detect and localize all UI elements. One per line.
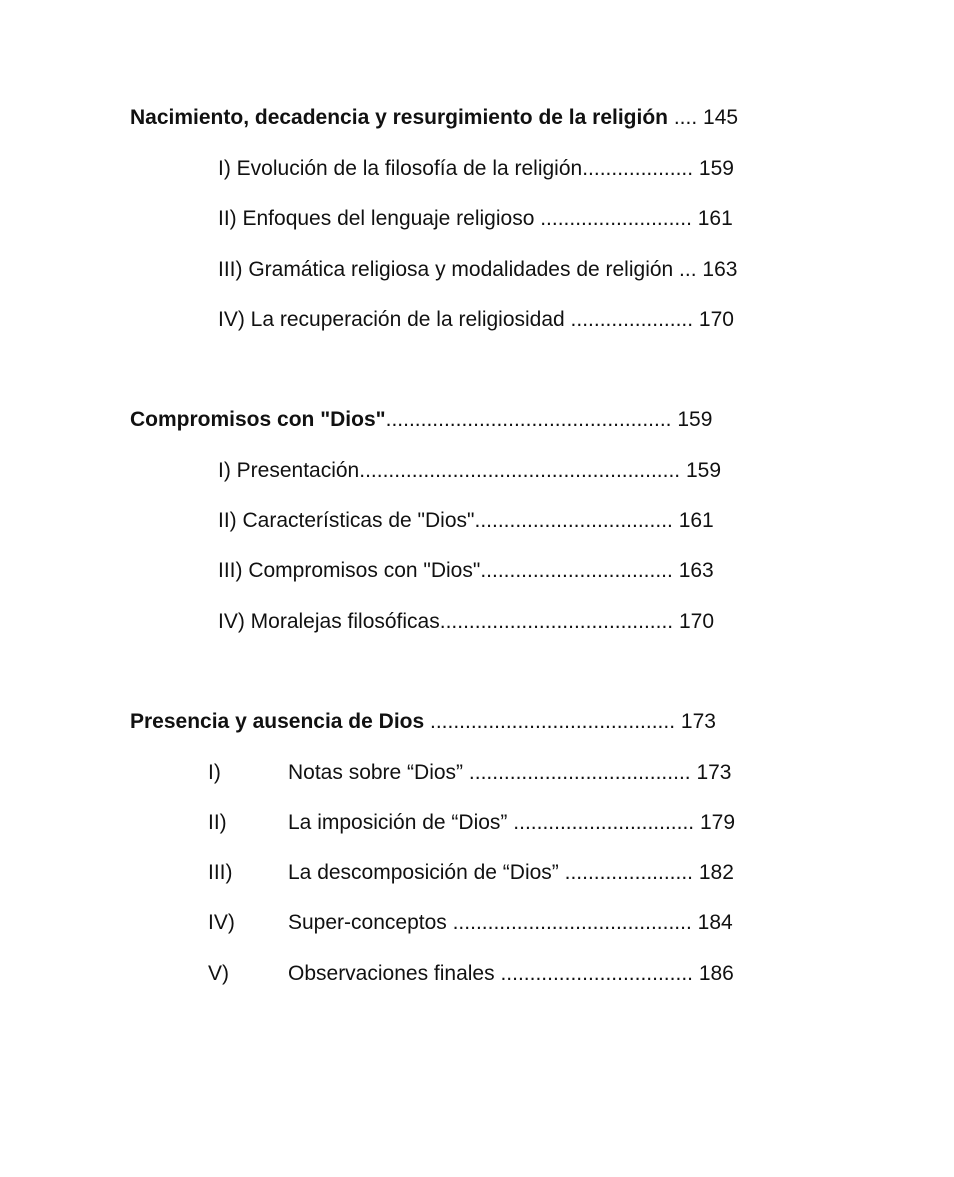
toc-entry-body bbox=[288, 860, 734, 886]
toc-entry bbox=[218, 206, 733, 232]
toc-page-number: 145 bbox=[703, 106, 739, 129]
toc-entry-title: I) Evolución de la filosofía de la religión bbox=[218, 157, 583, 180]
toc-leader: ................................................. bbox=[385, 408, 672, 431]
toc-entry-body bbox=[288, 910, 733, 936]
toc-leader: .......................................... bbox=[424, 710, 676, 733]
toc-page-number: 161 bbox=[678, 509, 714, 532]
toc-entry-title: La imposición de “Dios” bbox=[288, 811, 508, 834]
toc-entry bbox=[218, 307, 734, 333]
toc-leader: ................... bbox=[582, 157, 694, 180]
toc-entry-body bbox=[288, 760, 732, 786]
toc-entry-title: Notas sobre “Dios” bbox=[288, 761, 464, 784]
toc-entry-title: La descomposición de “Dios” bbox=[288, 861, 559, 884]
toc-entry bbox=[208, 961, 828, 989]
toc-entry-title: III) Gramática religiosa y modalidades de religión bbox=[218, 258, 674, 281]
toc-entry bbox=[208, 910, 828, 938]
toc-page-number: 159 bbox=[698, 157, 734, 180]
toc-entry-title: Super-conceptos bbox=[288, 911, 447, 934]
toc-leader: ..................... bbox=[564, 308, 694, 331]
toc-page-number: 173 bbox=[680, 710, 716, 733]
toc-entry bbox=[218, 156, 734, 182]
toc-entry-title: II) Características de "Dios" bbox=[218, 509, 475, 532]
toc-entry-title: IV) La recuperación de la religiosidad bbox=[218, 308, 565, 331]
toc-page-number: 161 bbox=[697, 207, 733, 230]
toc-leader: .... bbox=[668, 106, 698, 129]
toc-leader: ......................................... bbox=[446, 911, 692, 934]
toc-leader: ...................................... bbox=[463, 761, 691, 784]
toc-entry bbox=[218, 609, 714, 635]
toc-leader: ....................................................... bbox=[359, 459, 681, 482]
toc-heading-2 bbox=[130, 407, 712, 433]
toc-entry-number: V) bbox=[208, 962, 229, 985]
toc-entry bbox=[218, 257, 737, 283]
toc-leader: .................................. bbox=[474, 509, 673, 532]
toc-page-number: 159 bbox=[677, 408, 713, 431]
toc-leader: ... bbox=[673, 258, 697, 281]
toc-entry-body bbox=[288, 810, 735, 836]
toc-entry bbox=[208, 860, 828, 888]
toc-leader: ...................... bbox=[558, 861, 693, 884]
toc-heading-title: Presencia y ausencia de Dios bbox=[130, 710, 425, 733]
toc-entry-title: I) Presentación bbox=[218, 459, 360, 482]
toc-entry-number: I) bbox=[208, 761, 221, 784]
toc-leader: ............................... bbox=[507, 811, 695, 834]
toc-page-number: 182 bbox=[698, 861, 734, 884]
toc-entry bbox=[218, 558, 714, 584]
toc-entry bbox=[218, 458, 721, 484]
toc-entry-number: III) bbox=[208, 861, 233, 884]
toc-page-number: 163 bbox=[678, 559, 714, 582]
toc-heading-3 bbox=[130, 709, 716, 735]
toc-page-number: 184 bbox=[697, 911, 733, 934]
toc-leader: ................................. bbox=[480, 559, 673, 582]
toc-entry-title: II) Enfoques del lenguaje religioso bbox=[218, 207, 535, 230]
toc-page-number: 186 bbox=[698, 962, 734, 985]
toc-entry bbox=[218, 508, 714, 534]
toc-heading-1 bbox=[130, 105, 738, 131]
toc-entry-title: Observaciones finales bbox=[288, 962, 495, 985]
toc-entry-body bbox=[288, 961, 734, 987]
toc-entry-number: II) bbox=[208, 811, 227, 834]
toc-heading-title: Nacimiento, decadencia y resurgimiento de la religión bbox=[130, 106, 668, 129]
toc-entry bbox=[208, 760, 828, 788]
toc-leader: ................................. bbox=[494, 962, 693, 985]
toc-entry bbox=[208, 810, 828, 838]
toc-entry-title: III) Compromisos con "Dios" bbox=[218, 559, 481, 582]
toc-page-number: 163 bbox=[702, 258, 738, 281]
toc-page-number: 173 bbox=[696, 761, 732, 784]
toc-entry-number: IV) bbox=[208, 911, 235, 934]
toc-page-number: 179 bbox=[699, 811, 736, 834]
toc-page-number: 159 bbox=[686, 459, 722, 482]
toc-entry-title: IV) Moralejas filosóficas bbox=[218, 610, 440, 633]
toc-heading-title: Compromisos con "Dios" bbox=[130, 408, 386, 431]
toc-page-number: 170 bbox=[678, 610, 715, 633]
toc-leader: ........................................ bbox=[439, 610, 674, 633]
toc-page-number: 170 bbox=[698, 308, 734, 331]
toc-leader: .......................... bbox=[534, 207, 692, 230]
